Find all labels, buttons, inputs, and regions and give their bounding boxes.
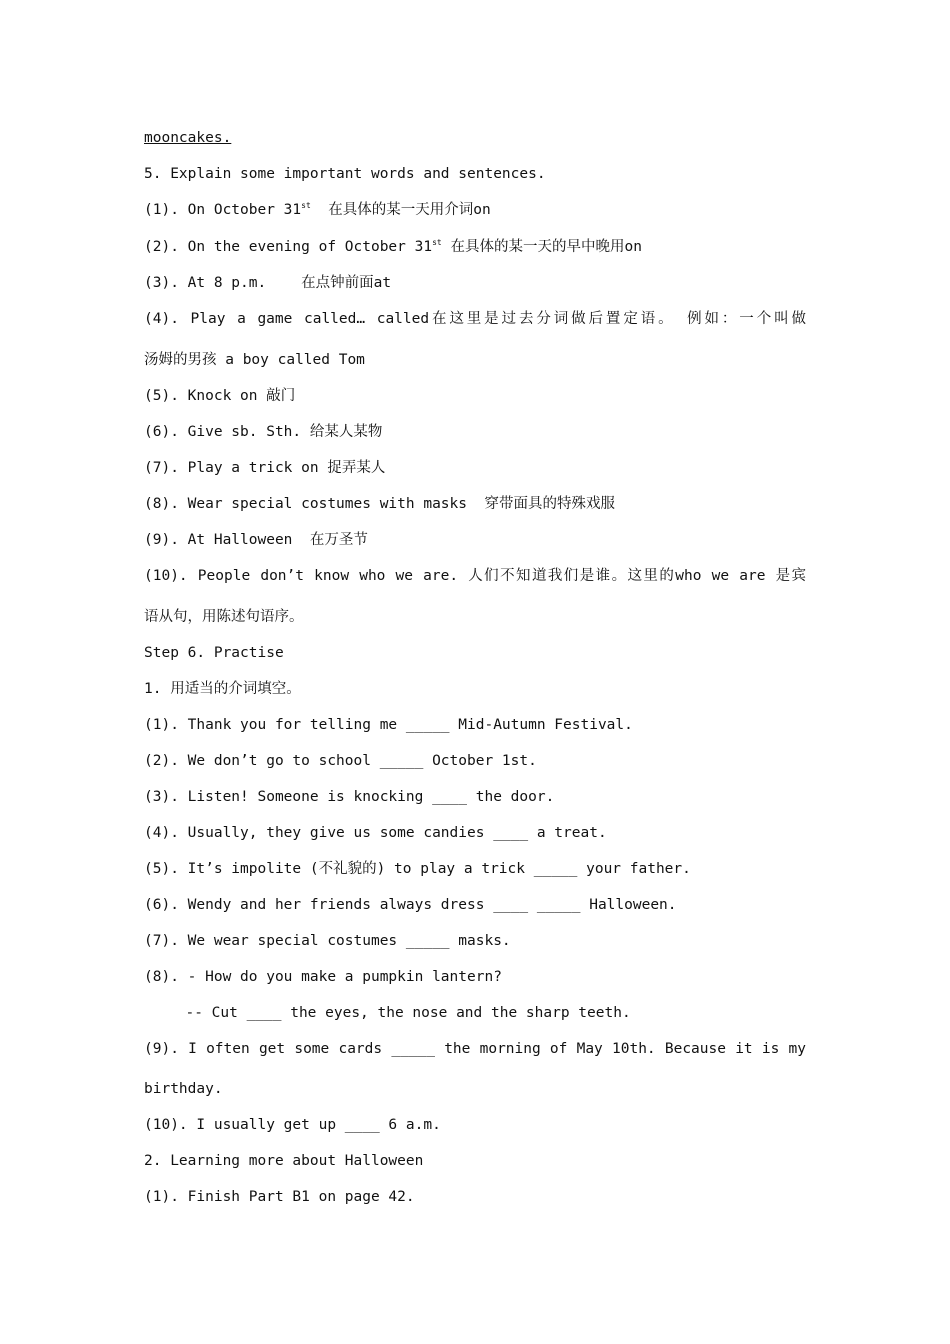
text-line: 1. 用适当的介词填空。 xyxy=(144,681,301,697)
superscript: st xyxy=(432,238,442,247)
text-line: 2. Learning more about Halloween xyxy=(144,1153,424,1169)
text-segment: (1). On October 31 xyxy=(144,202,302,218)
text-line: (3). At 8 p.m. 在点钟前面at xyxy=(144,275,392,291)
text-line: 汤姆的男孩 a boy called Tom xyxy=(144,352,365,368)
text-line: (5). Knock on 敲门 xyxy=(144,388,296,404)
text-line: birthday. xyxy=(144,1081,223,1097)
text-line: mooncakes. xyxy=(144,130,232,146)
text-line: 5. Explain some important words and sentences. xyxy=(144,166,546,182)
text-line: (1). Finish Part B1 on page 42. xyxy=(144,1189,415,1205)
text-line: 语从句，用陈述句语序。 xyxy=(144,609,304,625)
text-line: (8). Wear special costumes with masks 穿带面具的特殊戏服 xyxy=(144,496,615,512)
text-line xyxy=(144,200,806,220)
text-line: -- Cut ____ the eyes, the nose and the sharp teeth. xyxy=(168,1005,631,1021)
text-line: (10). People don’t know who we are. 人们不知道我们是谁。这里的who we are 是宾 xyxy=(144,568,806,584)
text-line: (3). Listen! Someone is knocking ____ the door. xyxy=(144,789,555,805)
text-line: (9). At Halloween 在万圣节 xyxy=(144,532,368,548)
text-line: (8). - How do you make a pumpkin lantern? xyxy=(144,969,502,985)
text-line: (5). It’s impolite (不礼貌的) to play a trick _____ your father. xyxy=(144,861,691,877)
text-line: (9). I often get some cards _____ the morning of May 10th. Because it is my xyxy=(144,1041,806,1057)
text-line: (4). Play a game called… called在这里是过去分词做后置定语。 例如：一个叫做 xyxy=(144,311,806,327)
text-line: (7). We wear special costumes _____ masks. xyxy=(144,933,511,949)
text-line: (10). I usually get up ____ 6 a.m. xyxy=(144,1117,441,1133)
text-segment: 在具体的某一天的早中晚用on xyxy=(441,239,642,255)
text-line: (6). Wendy and her friends always dress ____ _____ Halloween. xyxy=(144,897,677,913)
text-line: (4). Usually, they give us some candies ____ a treat. xyxy=(144,825,607,841)
text-line xyxy=(144,237,806,257)
text-line: (6). Give sb. Sth. 给某人某物 xyxy=(144,424,383,440)
text-segment: (2). On the evening of October 31 xyxy=(144,239,433,255)
superscript: st xyxy=(301,201,311,210)
text-line: Step 6. Practise xyxy=(144,645,284,661)
text-line: (7). Play a trick on 捉弄某人 xyxy=(144,460,386,476)
text-line: (1). Thank you for telling me _____ Mid-Autumn Festival. xyxy=(144,717,633,733)
text-segment: 在具体的某一天用介词on xyxy=(310,202,491,218)
text-line: (2). We don’t go to school _____ October 1st. xyxy=(144,753,537,769)
